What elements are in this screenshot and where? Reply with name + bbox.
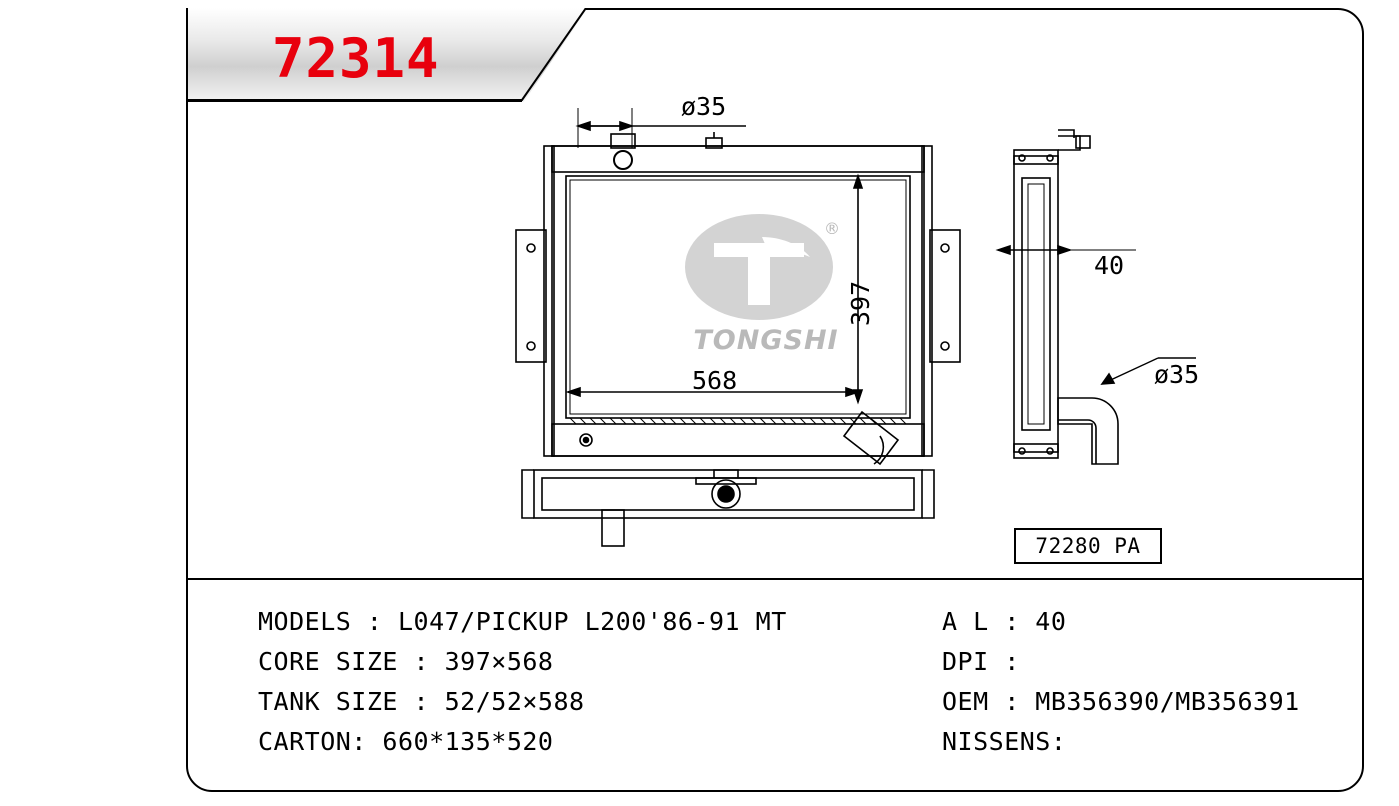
- part-number: 72314: [272, 27, 440, 90]
- logo-wordmark: TONGSHI: [693, 325, 839, 356]
- spec-core-size: CORE SIZE : 397×568: [258, 647, 554, 676]
- spec-models: MODELS : L047/PICKUP L200'86-91 MT: [258, 607, 787, 636]
- dim-top-inlet: ø35: [681, 92, 727, 121]
- dim-side-depth: 40: [1094, 251, 1125, 280]
- part-number-banner: [186, 8, 586, 102]
- spec-nissens: NISSENS:: [942, 727, 1067, 756]
- tongshi-logo: [656, 213, 876, 373]
- dim-side-outlet: ø35: [1154, 360, 1200, 389]
- logo-mark-icon: [684, 213, 834, 321]
- spec-carton: CARTON: 660*135*520: [258, 727, 554, 756]
- sub-code-box: 72280 PA: [1014, 528, 1162, 564]
- spec-tank-size: TANK SIZE : 52/52×588: [258, 687, 585, 716]
- dim-core-height: 397: [846, 280, 875, 326]
- dim-core-width: 568: [692, 366, 738, 395]
- spec-column-left: [258, 602, 918, 762]
- spec-table: [186, 580, 1364, 792]
- spec-dpi: DPI :: [942, 647, 1020, 676]
- spec-al: A L : 40: [942, 607, 1067, 636]
- registered-trademark-icon: ®: [824, 219, 840, 238]
- spec-oem: OEM : MB356390/MB356391: [942, 687, 1300, 716]
- spec-column-right: [942, 602, 1362, 762]
